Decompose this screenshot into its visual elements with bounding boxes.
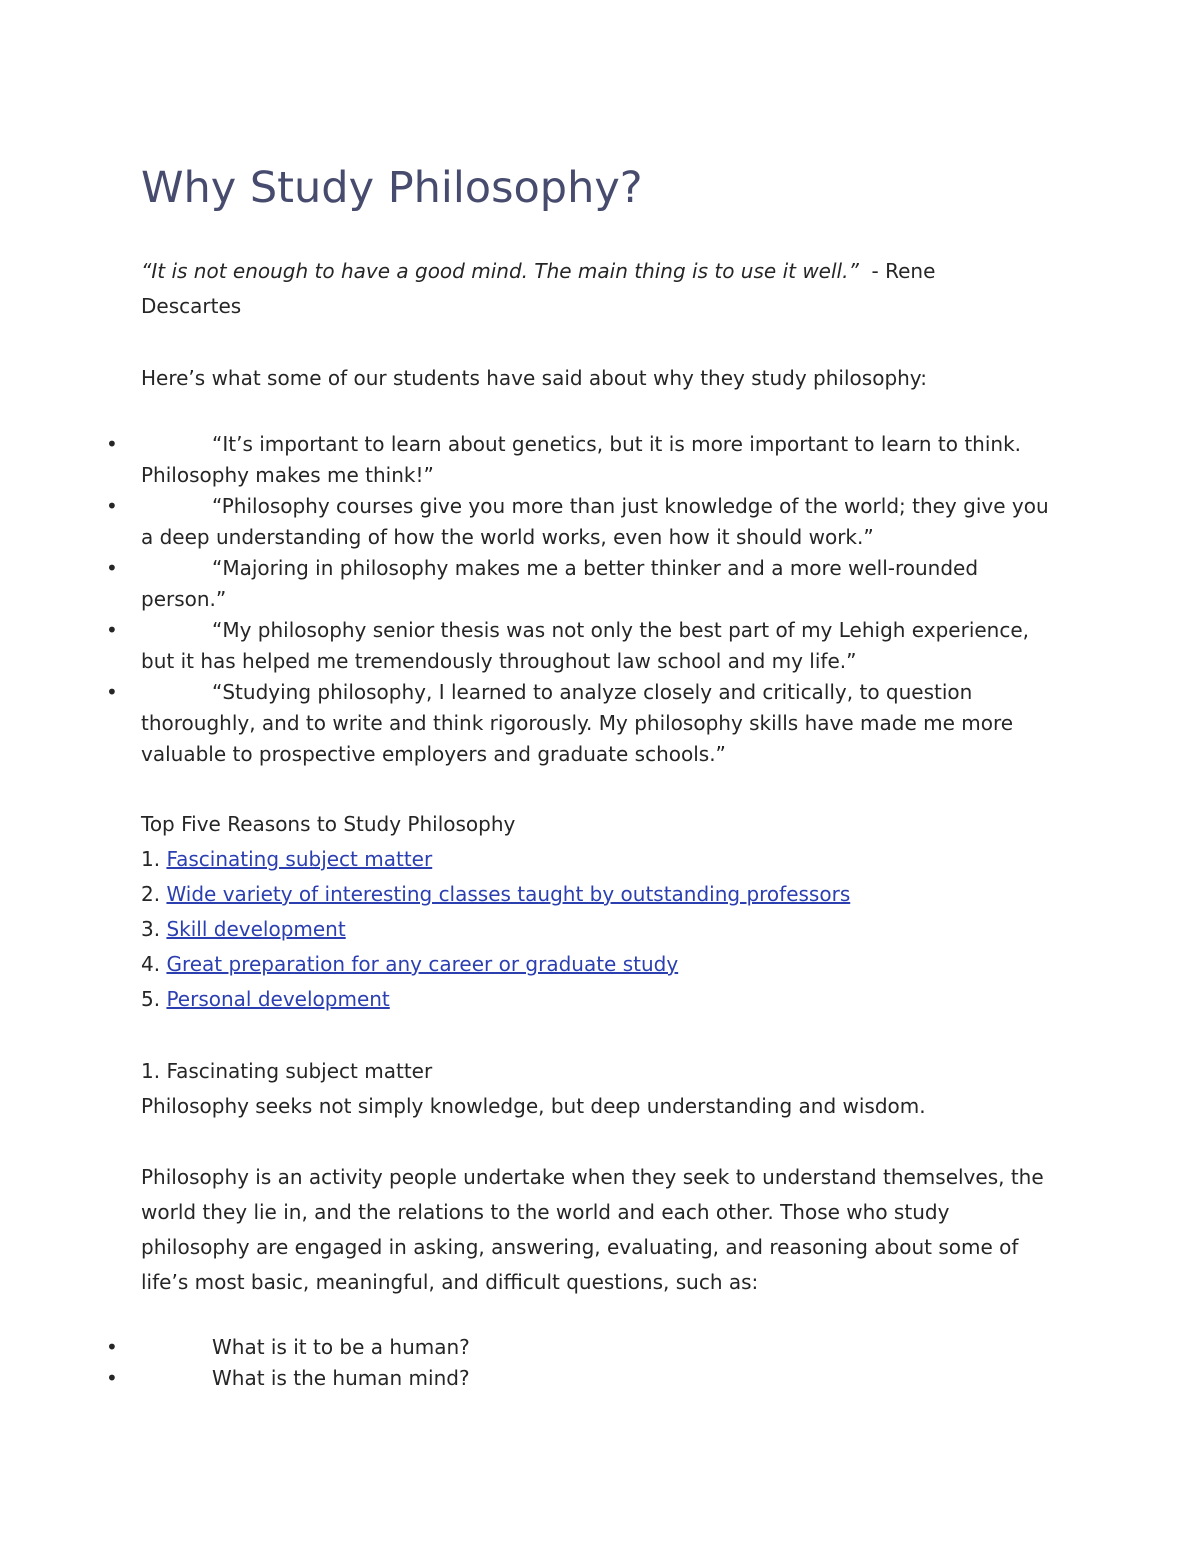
reason-link-personal-development[interactable]: Personal development bbox=[166, 987, 390, 1011]
reason-number: 1. bbox=[141, 847, 161, 871]
reason-link-variety-of-classes[interactable]: Wide variety of interesting classes taught by outstanding professors bbox=[166, 882, 851, 906]
section-lead: Philosophy seeks not simply knowledge, but deep understanding and wisdom. bbox=[141, 1094, 926, 1118]
top-reasons bbox=[141, 807, 850, 1017]
reason-link-career-preparation[interactable]: Great preparation for any career or graduate study bbox=[166, 952, 679, 976]
reason-number: 5. bbox=[141, 987, 161, 1011]
section-heading: 1. Fascinating subject matter bbox=[141, 1059, 433, 1083]
students-intro: Here’s what some of our students have said about why they study philosophy: bbox=[141, 366, 927, 390]
quote-text: “It is not enough to have a good mind. The main thing is to use it well.” bbox=[141, 259, 859, 283]
reason-number: 4. bbox=[141, 952, 161, 976]
list-item bbox=[106, 677, 1061, 770]
bullet-icon: • bbox=[106, 556, 118, 580]
bullet-icon: • bbox=[106, 1366, 118, 1390]
questions-list bbox=[106, 1332, 1061, 1394]
list-item bbox=[106, 1332, 1061, 1363]
bullet-icon: • bbox=[106, 494, 118, 518]
reason-number: 3. bbox=[141, 917, 161, 941]
reason-item bbox=[141, 947, 850, 982]
reasons-heading: Top Five Reasons to Study Philosophy bbox=[141, 812, 516, 836]
reason-link-fascinating-subject-matter[interactable]: Fascinating subject matter bbox=[166, 847, 433, 871]
bullet-icon: • bbox=[106, 680, 118, 704]
section-paragraph: Philosophy is an activity people undertake when they seek to understand themselves, the world they lie in, and the relations to the world and each other. Those who study philosophy are engaged in asking, answering, evaluating, and reasoning about some of life’s most basic, meaningful, and difficult questions, such as: bbox=[141, 1165, 1044, 1294]
student-quotes-list bbox=[106, 429, 1061, 770]
bullet-icon: • bbox=[106, 1335, 118, 1359]
bullet-icon: • bbox=[106, 432, 118, 456]
list-item bbox=[106, 1363, 1061, 1394]
student-quote: “Philosophy courses give you more than just knowledge of the world; they give you a deep understanding of how the world works, even how it should work.” bbox=[141, 494, 1049, 549]
page-title: Why Study Philosophy? bbox=[141, 163, 643, 213]
question-text: What is the human mind? bbox=[212, 1366, 470, 1390]
list-item bbox=[106, 615, 1061, 677]
descartes-quote bbox=[141, 254, 1041, 324]
bullet-icon: • bbox=[106, 618, 118, 642]
section-fascinating-subject bbox=[141, 1054, 1061, 1124]
student-quote: “Majoring in philosophy makes me a better thinker and a more well-rounded person.” bbox=[141, 556, 979, 611]
reason-item bbox=[141, 842, 850, 877]
student-quote: “It’s important to learn about genetics, but it is more important to learn to think. Philosophy makes me think!” bbox=[141, 432, 1022, 487]
reason-number: 2. bbox=[141, 882, 161, 906]
student-quote: “My philosophy senior thesis was not only the best part of my Lehigh experience, but it has helped me tremendously throughout law school and my life.” bbox=[141, 618, 1030, 673]
student-quote: “Studying philosophy, I learned to analyze closely and critically, to question thoroughly, and to write and think rigorously. My philosophy skills have made me more valuable to prospective employers and graduate schools.” bbox=[141, 680, 1014, 766]
reason-item bbox=[141, 912, 850, 947]
list-item bbox=[106, 429, 1061, 491]
quote-attribution: - Rene Descartes bbox=[141, 259, 936, 318]
question-text: What is it to be a human? bbox=[212, 1335, 470, 1359]
list-item bbox=[106, 553, 1061, 615]
reason-item bbox=[141, 982, 850, 1017]
reason-link-skill-development[interactable]: Skill development bbox=[166, 917, 346, 941]
list-item bbox=[106, 491, 1061, 553]
reason-item bbox=[141, 877, 850, 912]
